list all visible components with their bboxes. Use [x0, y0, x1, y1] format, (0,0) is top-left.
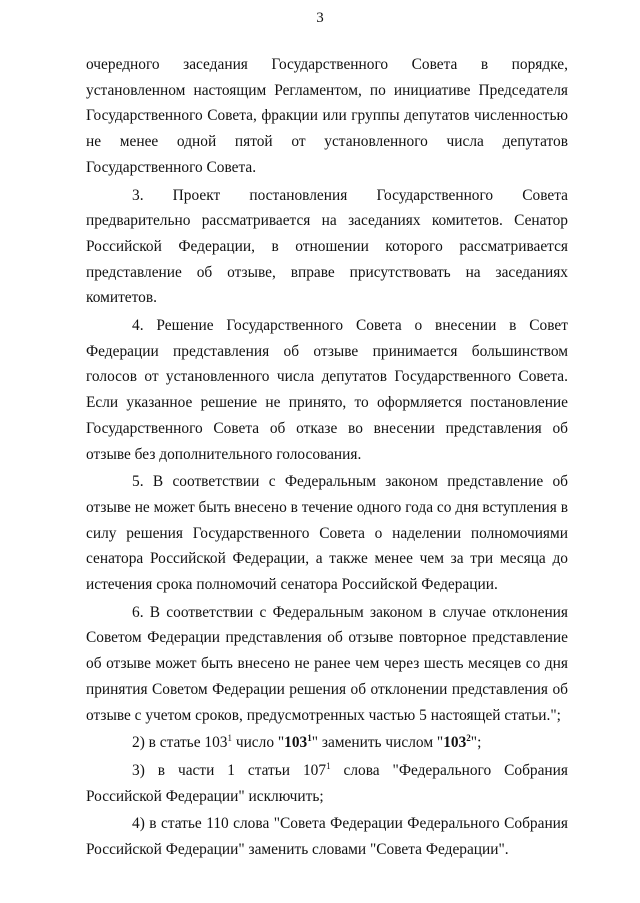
amendment-3-sup-a: 1 [326, 760, 331, 771]
amendment-2-text-b: число " [231, 734, 285, 752]
amendment-2-text-f: "; [470, 734, 482, 752]
paragraph-amendment-2 [86, 730, 568, 756]
amendment-2-old-number: $103^1$ [284, 733, 312, 752]
amendment-2-text-a: 2) в статье 103 [132, 734, 228, 752]
amendment-2-new-number: $103^2$ [443, 733, 471, 752]
document-body [86, 52, 568, 863]
page-number: 3 [316, 10, 324, 26]
paragraph-item-6: 6. В соответствии с Федеральным законом в случае отклонения Советом Федерации представления об отзыве повторное представление об отзыве может быть внесено не ранее чем через шесть месяцев со дня принятия Советом Федерации решения об отклонении представления об отзыве с учетом сроков, предусмотренных частью 5 настоящей статьи."; [86, 603, 568, 724]
amendment-2-text-d: " заменить числом " [311, 734, 444, 752]
paragraph-amendment-4: 4) в статье 110 слова "Совета Федерации Федерального Собрания Российской Федерации" заменить словами "Совета Федерации". [86, 815, 568, 859]
amendment-2-sup-a: 1 [227, 733, 232, 744]
paragraph-item-4: 4. Решение Государственного Совета о внесении в Совет Федерации представления об отзыве принимается большинством голосов от установленного числа депутатов Государственного Совета. Если указанное решение не принято, то оформляется постановление Государственного Совета об отказе во внесении представления об отзыве без дополнительного голосования. [86, 317, 568, 463]
paragraph-item-3: 3. Проект постановления Государственного Совета предварительно рассматривается на заседаниях комитетов. Сенатор Российской Федерации, в отношении которого рассматривается представление об отзыве, вправе присутствовать на заседаниях комитетов. [86, 186, 568, 307]
amendment-3-text-b: слова "Федерального Собрания Российской Федерации" исключить; [86, 761, 568, 805]
paragraph-amendment-3 [86, 758, 568, 809]
paragraph-item-5: 5. В соответствии с Федеральным законом представление об отзыве не может быть внесено в течение одного года со дня вступления в силу решения Государственного Совета о наделении полномочиями сенатора Российской Федерации, а также менее чем за три месяца до истечения срока полномочий сенатора Российской Федерации. [86, 473, 568, 594]
amendment-3-text-a: 3) в части 1 статьи 107 [132, 761, 327, 779]
paragraph-continuation: очередного заседания Государственного Совета в порядке, установленном настоящим Регламентом, по инициативе Председателя Государственного Совета, фракции или группы депутатов численностью не менее одной пятой от установленного числа депутатов Государственного Совета. [86, 56, 568, 176]
